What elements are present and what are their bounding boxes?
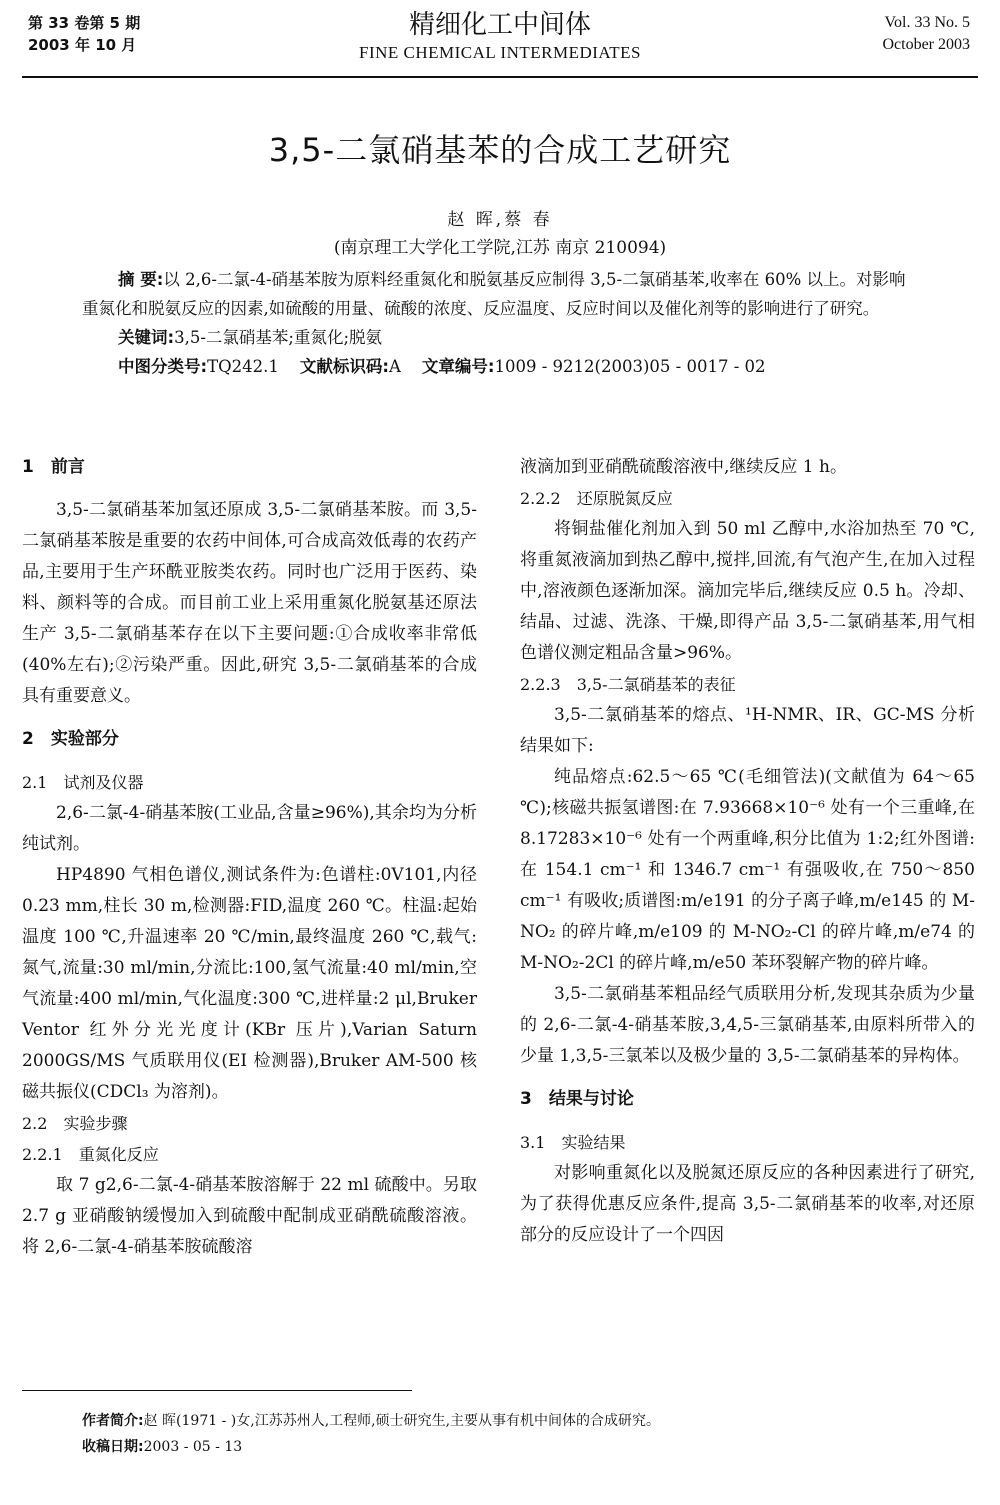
paper-authors: 赵 晖,蔡 春: [447, 210, 553, 230]
issue-date-en: October 2003: [882, 36, 970, 53]
subsection-heading: 2.1 试剂及仪器: [22, 773, 144, 792]
subsection-heading: 3.1 实验结果: [520, 1133, 626, 1152]
subsubsection-heading: 2.2.2 还原脱氮反应: [520, 489, 673, 508]
paragraph: 2,6-二氯-4-硝基苯胺(工业品,含量≥96%),其余均为分析纯试剂。: [22, 803, 477, 854]
received-date-label: 收稿日期:: [82, 1439, 144, 1455]
journal-name: [300, 8, 700, 64]
abstract-block: [82, 265, 920, 381]
abstract-text: 以 2,6-二氯-4-硝基苯胺为原料经重氮化和脱氨基反应制得 3,5-二氯硝基苯,收率在 60% 以上。对影响重氮化和脱氨反应的因素,如硫酸的用量、硫酸的浓度、反应温度、反应时间以及催化剂等的影响进行了研究。: [82, 270, 906, 318]
issue-info-en: [882, 12, 970, 56]
paragraph: HP4890 气相色谱仪,测试条件为:色谱柱:0V101,内径 0.23 mm,柱长 30 m,检测器:FID,温度 260 ℃。柱温:起始温度 100 ℃,升温速率 20 ℃/min,最终温度 260 ℃,载气:氮气,流量:30 ml/min,分流比:100,氢气流量:40 ml/min,空气流量:400 ml/min,气化温度:300 ℃,进样量:2 μl,Bruker Ventor 红外分光光度计(KBr 压片),Varian Saturn 2000GS/MS 气质联用仪(EI 检测器),Bruker AM-500 核磁共振仪(CDCl₃ 为溶剂)。: [22, 865, 477, 1102]
classification: [82, 352, 920, 381]
paragraph: 取 7 g2,6-二氯-4-硝基苯胺溶解于 22 ml 硫酸中。另取 2.7 g 亚硝酸钠缓慢加入到硫酸中配制成亚硝酰硫酸溶液。将 2,6-二氯-4-硝基苯胺硫酸溶: [22, 1175, 477, 1257]
author-bio-label: 作者简介:: [82, 1413, 144, 1429]
subsubsection-heading: 2.2.1 重氮化反应: [22, 1145, 159, 1164]
right-column: [520, 452, 975, 1251]
section-heading: 1 前言: [22, 457, 85, 477]
subsection-heading: 2.2 实验步骤: [22, 1114, 128, 1133]
cls-value: TQ242.1: [207, 357, 279, 376]
keywords-label: 关键词:: [118, 328, 175, 347]
paragraph: 3,5-二氯硝基苯粗品经气质联用分析,发现其杂质为少量的 2,6-二氯-4-硝基苯胺,3,4,5-三氯硝基苯,由原料所带入的少量 1,3,5-三氯苯以及极少量的 3,5-二氯硝基苯的异构体。: [520, 984, 975, 1066]
subsubsection-heading: 2.2.3 3,5-二氯硝基苯的表征: [520, 675, 736, 694]
cls-label: 中图分类号:: [118, 357, 208, 376]
keywords-text: 3,5-二氯硝基苯;重氮化;脱氨: [174, 328, 383, 347]
issue-volume-en: Vol. 33 No. 5: [884, 14, 970, 31]
left-column: [22, 452, 477, 1263]
journal-name-en: FINE CHEMICAL INTERMEDIATES: [358, 43, 642, 62]
journal-name-cn: 精细化工中间体: [408, 10, 591, 40]
section-heading: 3 结果与讨论: [520, 1089, 634, 1109]
paragraph: 对影响重氮化以及脱氮还原反应的各种因素进行了研究,为了获得优惠反应条件,提高 3,5-二氯硝基苯的收率,对还原部分的反应设计了一个四因: [520, 1163, 975, 1245]
article-no-label: 文章编号:: [421, 357, 495, 376]
issue-date: 2003 年 10 月: [28, 36, 137, 54]
issue-info: [28, 12, 140, 56]
issue-volume: 第 33 卷第 5 期: [28, 14, 141, 32]
doc-code-value: A: [388, 357, 401, 376]
abstract-label: 摘 要:: [118, 270, 164, 289]
paragraph: 3,5-二氯硝基苯加氢还原成 3,5-二氯硝基苯胺。而 3,5-二氯硝基苯胺是重要的农药中间体,可合成高效低毒的农药产品,主要用于生产环酰亚胺类农药。同时也广泛用于医药、染料、颜料等的合成。而目前工业上采用重氮化脱氨基还原法生产 3,5-二氯硝基苯存在以下主要问题:①合成收率非常低(40%左右);②污染严重。因此,研究 3,5-二氯硝基苯的合成具有重要意义。: [22, 500, 477, 706]
paper-affiliation: (南京理工大学化工学院,江苏 南京 210094): [333, 238, 667, 258]
header-rule: [22, 76, 978, 78]
paragraph: 将铜盐催化剂加入到 50 ml 乙醇中,水浴加热至 70 ℃,将重氮液滴加到热乙醇中,搅拌,回流,有气泡产生,在加入过程中,溶液颜色逐渐加深。滴加完毕后,继续反应 0.5 h。冷却、结晶、过滤、洗涤、干燥,即得产品 3,5-二氯硝基苯,用气相色谱仪测定粗品含量>96%。: [520, 519, 975, 663]
keywords: [82, 323, 920, 352]
paper-title: 3,5-二氯硝基苯的合成工艺研究: [268, 131, 732, 169]
received-date-value: 2003 - 05 - 13: [143, 1439, 243, 1455]
article-no-value: 1009 - 9212(2003)05 - 0017 - 02: [494, 357, 766, 376]
author-bio: [82, 1408, 962, 1434]
doc-code-label: 文献标识码:: [299, 357, 389, 376]
paragraph: 液滴加到亚硝酰硫酸溶液中,继续反应 1 h。: [520, 457, 847, 477]
abstract: [82, 265, 920, 323]
section-heading: 2 实验部分: [22, 729, 119, 749]
author-bio-text: 赵 晖(1971 - )女,江苏苏州人,工程师,硕士研究生,主要从事有机中间体的合成研究。: [143, 1413, 661, 1429]
footnote-rule: [22, 1390, 412, 1391]
paragraph: 纯品熔点:62.5～65 ℃(毛细管法)(文献值为 64～65 ℃);核磁共振氢谱图:在 7.93668×10⁻⁶ 处有一个三重峰,在 8.17283×10⁻⁶ 处有一个两重峰,积分比值为 1:2;红外图谱:在 154.1 cm⁻¹ 和 1346.7 cm⁻¹ 有强吸收,在 750～850 cm⁻¹ 有吸收;质谱图:m/e191 的分子离子峰,m/e145 的 M-NO₂ 的碎片峰,m/e109 的 M-NO₂-Cl 的碎片峰,m/e74 的 M-NO₂-2Cl 的碎片峰,m/e50 苯环裂解产物的碎片峰。: [520, 767, 975, 973]
received-date: [82, 1434, 962, 1460]
paragraph: 3,5-二氯硝基苯的熔点、¹H-NMR、IR、GC-MS 分析结果如下:: [520, 705, 975, 756]
